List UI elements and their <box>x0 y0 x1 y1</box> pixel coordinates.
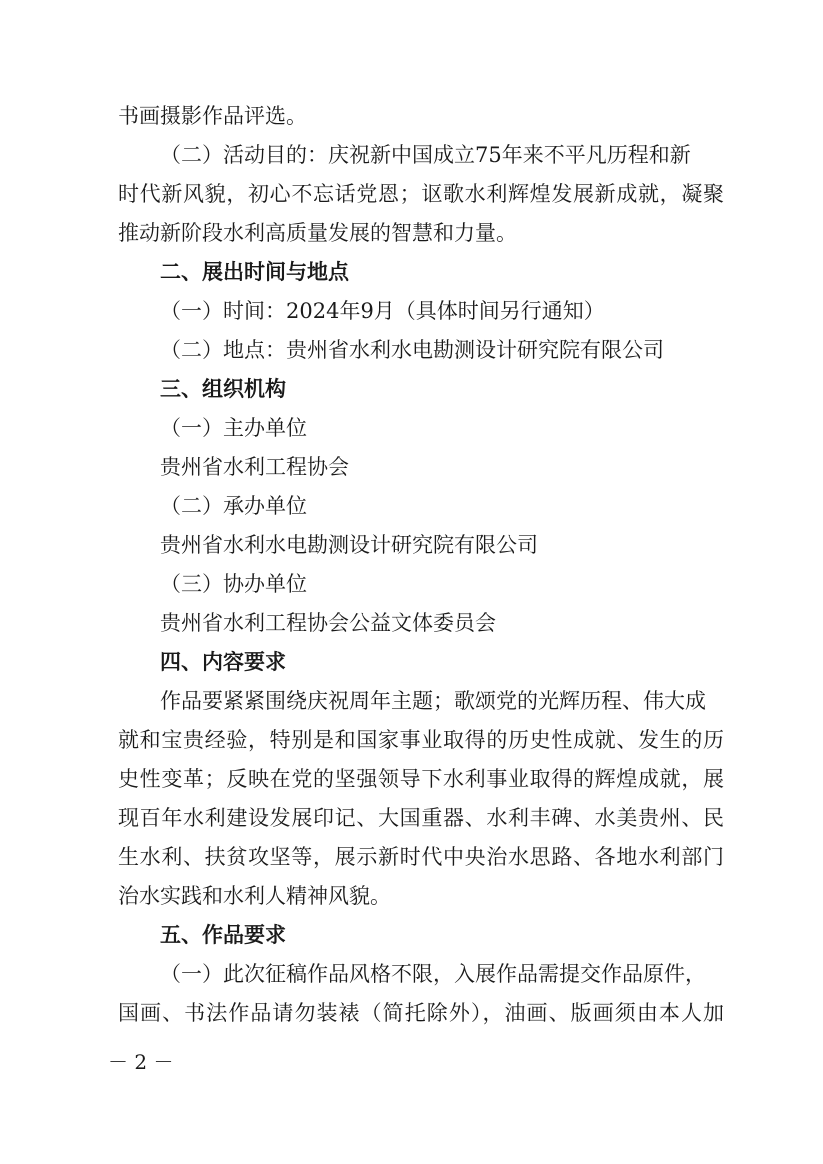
text-line: （一）时间：2024年9月（具体时间另行通知） <box>160 299 605 323</box>
text-line: 生水利、扶贫攻坚等，展示新时代中央治水思路、各地水利部门 <box>118 845 724 869</box>
text-line: （二）承办单位 <box>160 494 307 518</box>
text-line: 作品要紧紧围绕庆祝周年主题；歌颂党的光辉历程、伟大成 <box>160 689 706 713</box>
text-line: （二）地点：贵州省水利水电勘测设计研究院有限公司 <box>160 338 664 362</box>
section-heading: 三、组织机构 <box>160 377 286 401</box>
section-heading: 二、展出时间与地点 <box>160 260 349 284</box>
text-line: （一）主办单位 <box>160 416 307 440</box>
section-heading: 四、内容要求 <box>160 650 286 674</box>
text-line: 治水实践和水利人精神风貌。 <box>118 884 391 908</box>
text-line: 贵州省水利工程协会公益文体委员会 <box>160 611 496 635</box>
text-line: 贵州省水利工程协会 <box>160 455 349 479</box>
page-number: － 2 － <box>108 1050 174 1074</box>
section-heading: 五、作品要求 <box>160 923 286 947</box>
text-line: （二）活动目的：庆祝新中国成立75年来不平凡历程和新 <box>160 143 691 167</box>
text-line: 史性变革；反映在党的坚强领导下水利事业取得的辉煌成就，展 <box>118 767 724 791</box>
text-line: （三）协办单位 <box>160 572 307 596</box>
text-line: 推动新阶段水利高质量发展的智慧和力量。 <box>118 221 517 245</box>
text-line: 现百年水利建设发展印记、大国重器、水利丰碑、水美贵州、民 <box>118 806 724 830</box>
text-line: 时代新风貌，初心不忘话党恩；讴歌水利辉煌发展新成就，凝聚 <box>118 182 724 206</box>
text-line: 就和宝贵经验，特别是和国家事业取得的历史性成就、发生的历 <box>118 728 724 752</box>
text-line: 国画、书法作品请勿装裱（简托除外），油画、版画须由本人加 <box>118 1001 724 1025</box>
text-line: 书画摄影作品评选。 <box>118 104 307 128</box>
text-line: 贵州省水利水电勘测设计研究院有限公司 <box>160 533 538 557</box>
text-line: （一）此次征稿作品风格不限，入展作品需提交作品原件， <box>160 962 706 986</box>
